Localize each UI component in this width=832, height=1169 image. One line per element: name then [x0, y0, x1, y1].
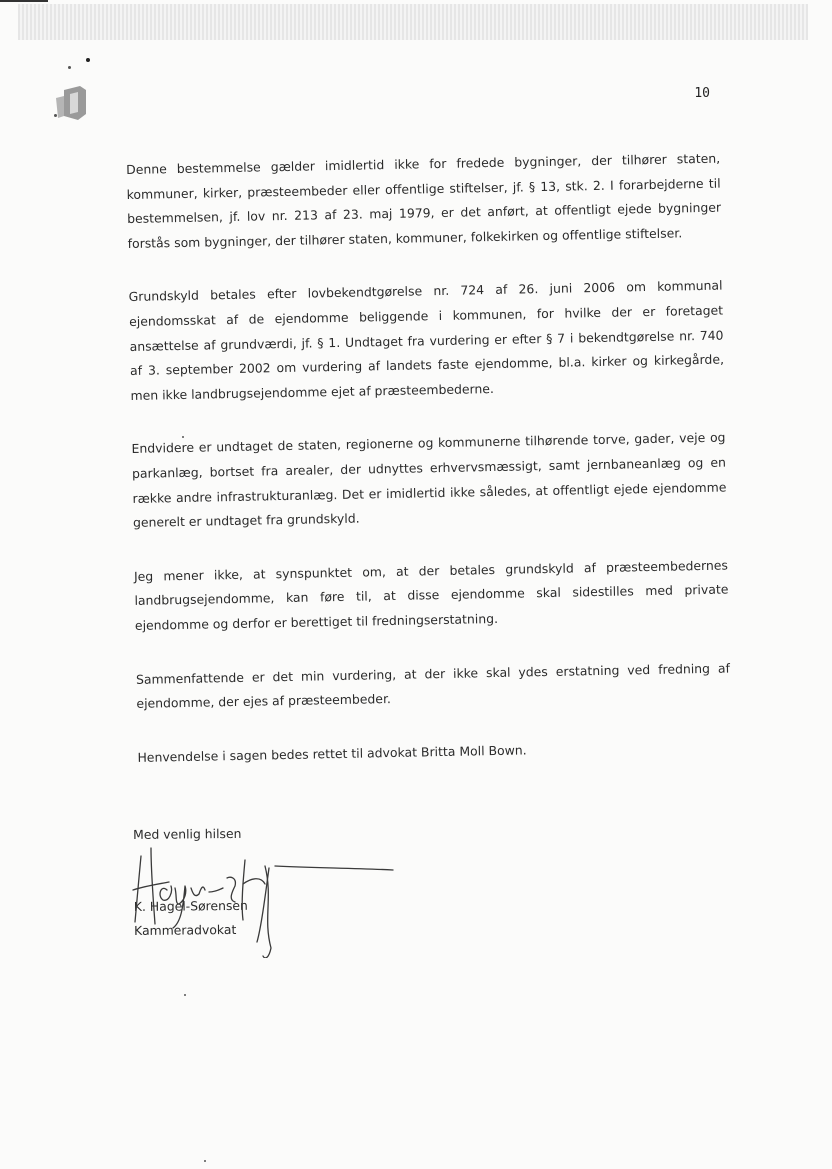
paragraph-undtagelser: Endvidere er undtaget de staten, regionerne og kommunerne tilhørende torve, gader, veje og parkanlæg, bortset fra arealer, der udnyttes erhvervsmæssigt, samt jernbaneanlæg og en række andre infrastrukturanlæg. Det er imidlertid ikke således, at offentligt ejede ejendomme generelt er undtaget fra grundskyld.: [131, 429, 727, 531]
paragraph-grundskyld: Grundskyld betales efter lovbekendtgørelse nr. 724 af 26. juni 2006 om kommunal ejendomsskat af de ejendomme beliggende i kommunen, for hvilke der er foretaget ansættelse af grundværdi, jf. § 1. Undtaget fra vurdering er efter § 7 i bekendtgørelse nr. 740 af 3. september 2002 om vurdering af landets faste ejendomme, bl.a. kirker og kirkegårde, men ikke landbrugsejendomme ejet af præsteembederne.: [128, 277, 725, 403]
paragraph-fredede-bygninger: Denne bestemmelse gælder imidlertid ikke for fredede bygninger, der tilhører staten, kommuner, kirker, præsteembeder eller offentlige stiftelser, jf. § 13, stk. 2. I forarbejderne til bestemmelsen, jf. lov nr. 213 af 23. maj 1979, er det anført, at offentligt ejede bygninger forstås som bygninger, der tilhører staten, kommuner, folkekirken og offentlige stiftelser.: [126, 150, 722, 251]
signatory-name: K. Hagel-Sørensen: [133, 897, 248, 914]
letter-body: [126, 147, 732, 800]
scan-speck: [54, 114, 57, 117]
kammeradvokaten-logo-icon: [50, 84, 98, 124]
paragraph-contact: Henvendelse i sagen bedes rettet til advokat Britta Moll Bown.: [137, 742, 527, 765]
scan-speck: [86, 58, 90, 62]
page-number: 10: [694, 86, 710, 101]
paragraph-conclusion: Sammenfattende er det min vurdering, at der ikke skal ydes erstatning ved fredning af ejendomme, der ejes af præsteembeder.: [135, 660, 731, 711]
paragraph-synspunkt: Jeg mener ikke, at synspunktet om, at der betales grundskyld af præsteembedernes landbrugsejendomme, kan føre til, at disse ejendomme skal sidestilles med private ejendomme og derfor er berettiget til fredningserstatning.: [133, 557, 729, 633]
fax-header-strip: [18, 4, 808, 40]
scan-speck: [68, 66, 71, 69]
scan-edge-mark: [0, 0, 48, 2]
scan-speck: [184, 994, 186, 996]
handwritten-signature: [115, 838, 415, 958]
signatory-title: Kammeradvokat: [134, 921, 237, 938]
scan-speck: [204, 1160, 206, 1162]
closing-greeting: Med venlig hilsen: [133, 825, 242, 842]
